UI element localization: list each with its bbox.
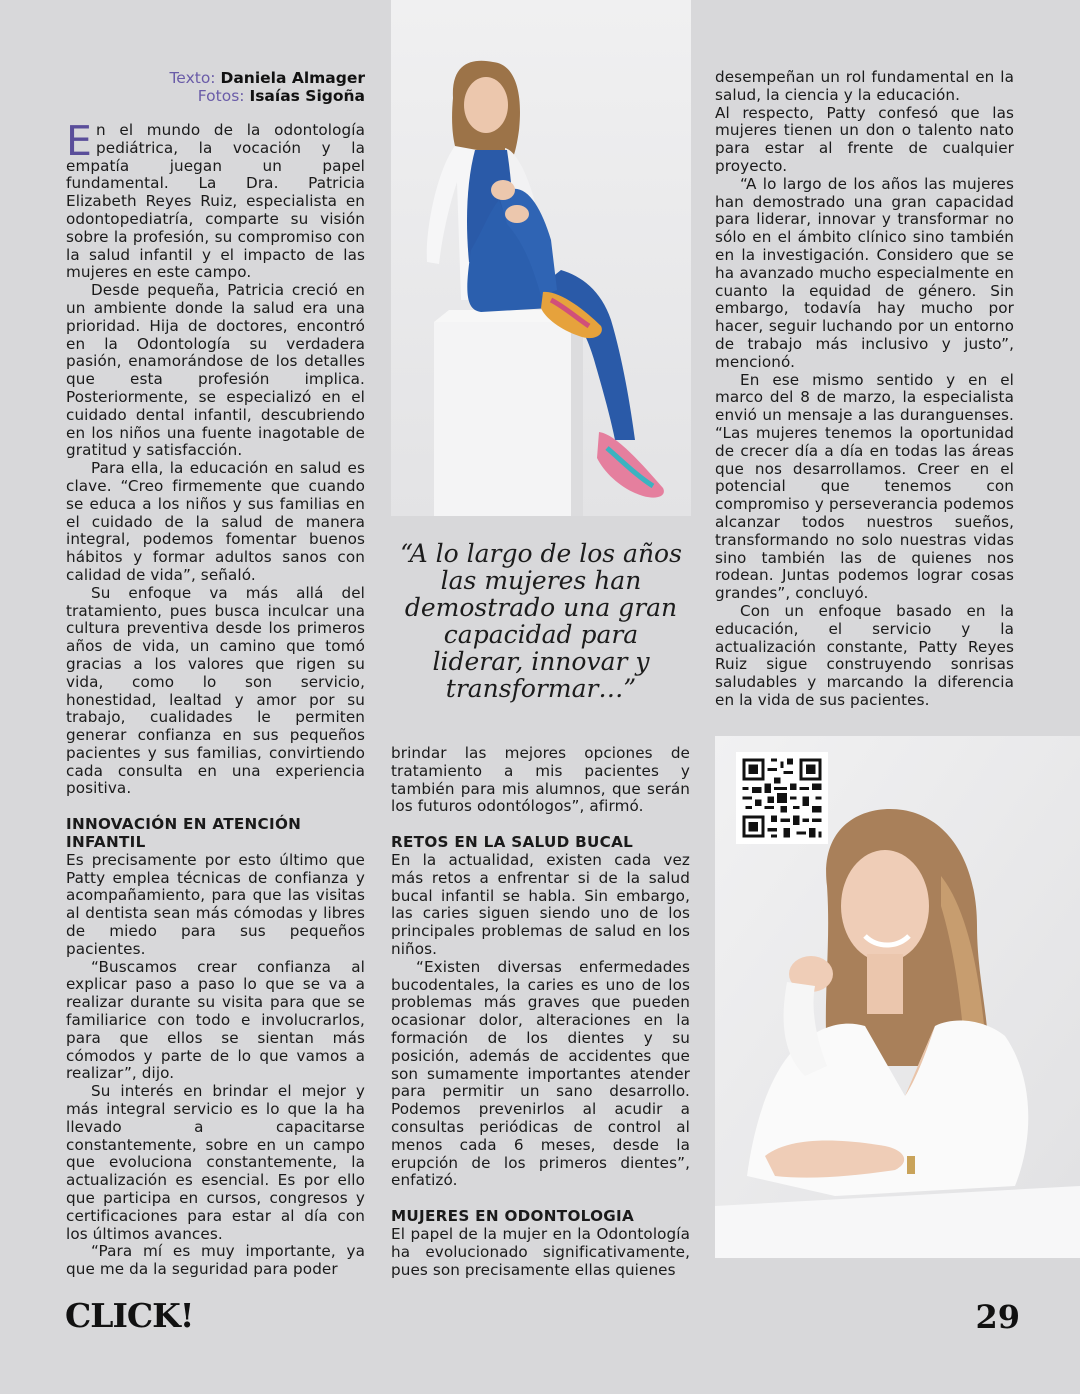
intro-paragraph — [66, 117, 365, 282]
article-column-1 — [66, 117, 365, 1279]
paragraph: Su enfoque va más allá del tratamiento, pues busca inculcar una cultura preventiva desde los primeros años de vida, un camino que tomó gracias a los valores que rigen su vida, como lo son servicio, honestidad, lealtad y amor por su trabajo, cualidades le permiten generar confianza en sus pequeños pacientes y sus familias, convirtiendo cada consulta en una experiencia positiva. — [66, 583, 365, 798]
paragraph: “Buscamos crear confianza al explicar paso a paso lo que se va a realizar durante su visita para que se familiarice con todo e involucrarlos, para que ellos se sientan más cómodos y parte de lo que vamos a realizar”, dijo. — [66, 957, 365, 1083]
page-number: 29 — [975, 1298, 1020, 1336]
section-heading-mujeres: MUJERES EN ODONTOLOGIA — [391, 1207, 635, 1226]
paragraph: Desde pequeña, Patricia creció en un ambiente donde la salud era una prioridad. Hija de doctores, encontró en la Odontología su verdadera pasión, enamorándose de los detalles que esta profesión implica. Posteriormente, se especializó en el cuidado dental infantil, descubriendo en los niños una fuente inagotable de gratitud y satisfacción. — [66, 281, 365, 460]
paragraph: En ese mismo sentido y en el marco del 8 de marzo, la especialista envió un mensaje a las duranguenses. “Las mujeres tenemos la oportunidad de crecer día a día en todas las áreas que nos desarrollamos. Creer en el potencial que tenemos con compromiso y perseverancia podemos alcanzar todos nuestros sueños, transformando no solo nuestras vidas sino también las de quienes nos rodean. Juntas podemos lograr cosas grandes”, concluyó. — [715, 370, 1014, 603]
photo-credit-label: Fotos: — [197, 87, 245, 105]
paragraph: brindar las mejores opciones de tratamiento a mis pacientes y también para mis alumnos, que serán los futuros odontólogos”, afirmó. — [391, 744, 690, 816]
qr-code[interactable] — [736, 752, 828, 844]
photo-credit-name: Isaías Sigoña — [249, 87, 365, 105]
credits — [110, 69, 365, 105]
photo-doctor-seated — [391, 0, 691, 516]
text-credit-name: Daniela Almager — [220, 69, 365, 87]
article-column-2 — [391, 745, 690, 1279]
pull-quote: “A lo largo de los años las mujeres han demostrado una gran capacidad para liderar, innovar y transformar…” — [400, 539, 682, 703]
paragraph: “A lo largo de los años las mujeres han demostrado una gran capacidad para liderar, innovar y transformar no sólo en el ámbito clínico sino también en la investigación. Considero que se ha avanzado mucho especialmente en cuanto la equidad de género. Sin embargo, todavía hay mucho por hacer, seguir luchando por un entorno de trabajo más inclusivo y justo”, mencionó. — [715, 174, 1014, 371]
paragraph: Al respecto, Patty confesó que las mujeres tienen un don o talento nato para estar al frente de cualquier proyecto. — [715, 103, 1014, 175]
intro-text: n el mundo de la odontología pediátrica, la vocación y la empatía juegan un papel fundamental. La Dra. Patricia Elizabeth Reyes Ruiz, especialista en odontopediatría, comparte su visión sobre la profesión, su compromiso con la salud infantil y el impacto de las mujeres en este campo. — [66, 121, 365, 282]
drop-cap: E — [66, 117, 93, 165]
paragraph: Con un enfoque basado en la educación, el servicio y la actualización constante, Patty Reyes Ruiz sigue construyendo sonrisas saludables y marcando la diferencia en la vida de sus pacientes. — [715, 601, 1014, 709]
paragraph: Su interés en brindar el mejor y más integral servicio es lo que la ha llevado a capacitarse constantemente, sobre en un campo que evoluciona constantemente, la actualización es esencial. Es por ello que participa en cursos, congresos y certificaciones para estar al día con los últimos avances. — [66, 1082, 365, 1243]
paragraph: El papel de la mujer en la Odontología ha evolucionado significativamente, pues son precisamente ellas quienes — [391, 1224, 690, 1279]
section-heading-innovacion: INNOVACIÓN EN ATENCIÓN INFANTIL — [66, 815, 302, 852]
magazine-logo: CLICK! — [65, 1296, 194, 1335]
paragraph: Es precisamente por esto último que Patty emplea técnicas de confianza y acompañamiento, para que las visitas al dentista sean más cómodas y libres de miedo para sus pequeños pacientes. — [66, 850, 365, 958]
paragraph: “Para mí es muy importante, ya que me da la seguridad para poder — [66, 1242, 365, 1279]
paragraph: Para ella, la educación en salud es clave. “Creo firmemente que cuando se educa a los niños y sus familias en el cuidado de la salud de manera integral, podemos fomentar buenos hábitos y formar adultos sanos con calidad de vida”, señaló. — [66, 459, 365, 584]
text-credit-label: Texto: — [169, 69, 216, 87]
paragraph: En la actualidad, existen cada vez más retos a enfrentar si de la salud bucal infantil se habla. Sin embargo, las caries siguen siendo uno de los principales problemas de salud en los niños. — [391, 850, 690, 958]
article-column-3 — [715, 69, 1014, 710]
section-heading-retos: RETOS EN LA SALUD BUCAL — [391, 833, 634, 852]
paragraph: desempeñan un rol fundamental en la salud, la ciencia y la educación. — [715, 68, 1014, 104]
paragraph: “Existen diversas enfermedades bucodentales, la caries es uno de los problemas más graves que pueden ocasionar dolor, alteraciones en la formación de los dientes y su posición, además de accidentes que son sumamente importantes atender para permitir un sano desarrollo. Podemos prevenirlos al acudir a consultas periódicas de control al menos cada 6 meses, desde la erupción de los primeros dientes”, enfatizó. — [391, 957, 690, 1190]
